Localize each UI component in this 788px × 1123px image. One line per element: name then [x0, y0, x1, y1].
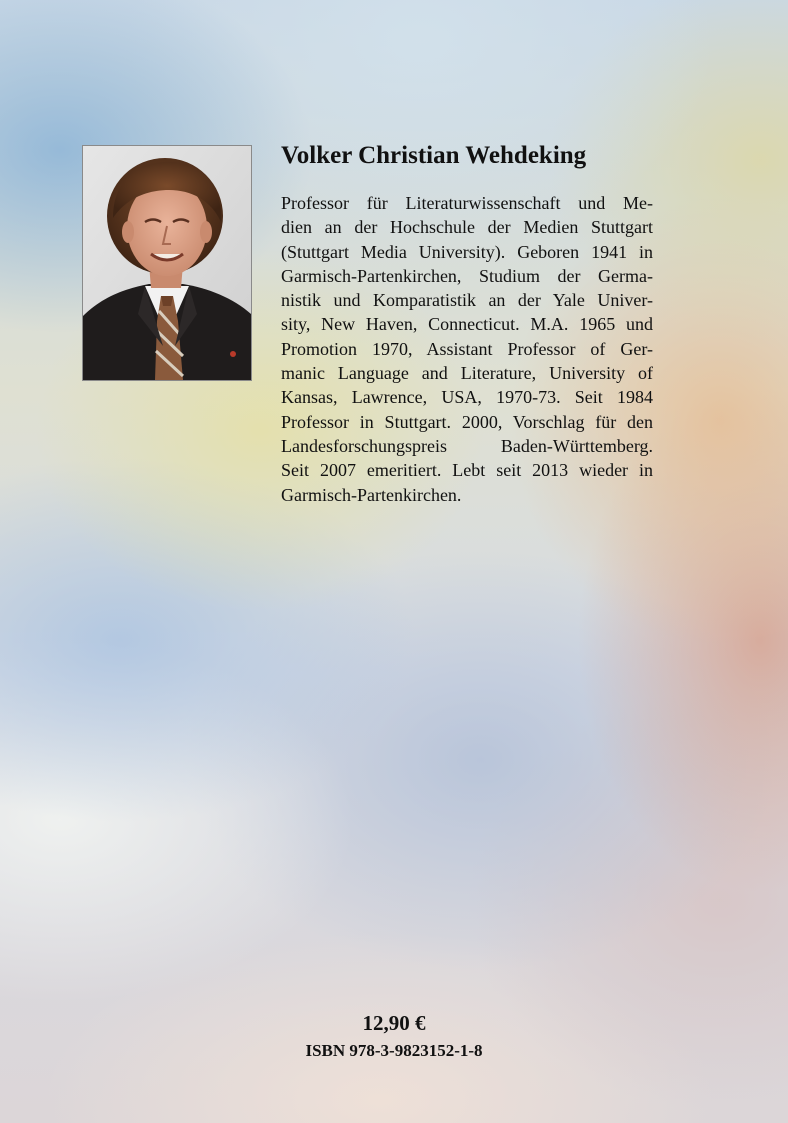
author-biography	[281, 191, 653, 507]
bio-line: Professor in Stuttgart. 2000, Vorschlag für den	[281, 411, 653, 432]
author-name: Volker Christian Wehdeking	[281, 142, 587, 169]
bio-line: sity, New Haven, Connecticut. M.A. 1965 und	[281, 314, 653, 335]
bio-line: Professor für Literaturwissenschaft und Me-	[281, 193, 653, 213]
bio-line: Landesforschungspreis Baden-Württemberg.	[281, 435, 653, 456]
bio-line: Garmisch-Partenkirchen.	[281, 484, 462, 505]
bio-line: Seit 2007 emeritiert. Lebt seit 2013 wieder in	[281, 460, 653, 481]
bio-line: Promotion 1970, Assistant Professor of Ger-	[281, 338, 653, 359]
bio-line: manic Language and Literature, University of	[281, 363, 653, 384]
author-portrait-photo	[82, 145, 252, 381]
bio-line: nistik und Komparatistik an der Yale Univer-	[281, 290, 653, 311]
bio-line: Garmisch-Partenkirchen, Studium der Germa-	[281, 265, 653, 286]
bio-line: Kansas, Lawrence, USA, 1970-73. Seit 1984	[281, 387, 653, 408]
price-label: 12,90 €	[362, 1011, 426, 1035]
isbn-label: ISBN 978-3-9823152-1-8	[305, 1041, 483, 1060]
bio-line: (Stuttgart Media University). Geboren 1941 in	[281, 241, 653, 262]
bio-line: dien an der Hochschule der Medien Stuttgart	[281, 217, 653, 238]
